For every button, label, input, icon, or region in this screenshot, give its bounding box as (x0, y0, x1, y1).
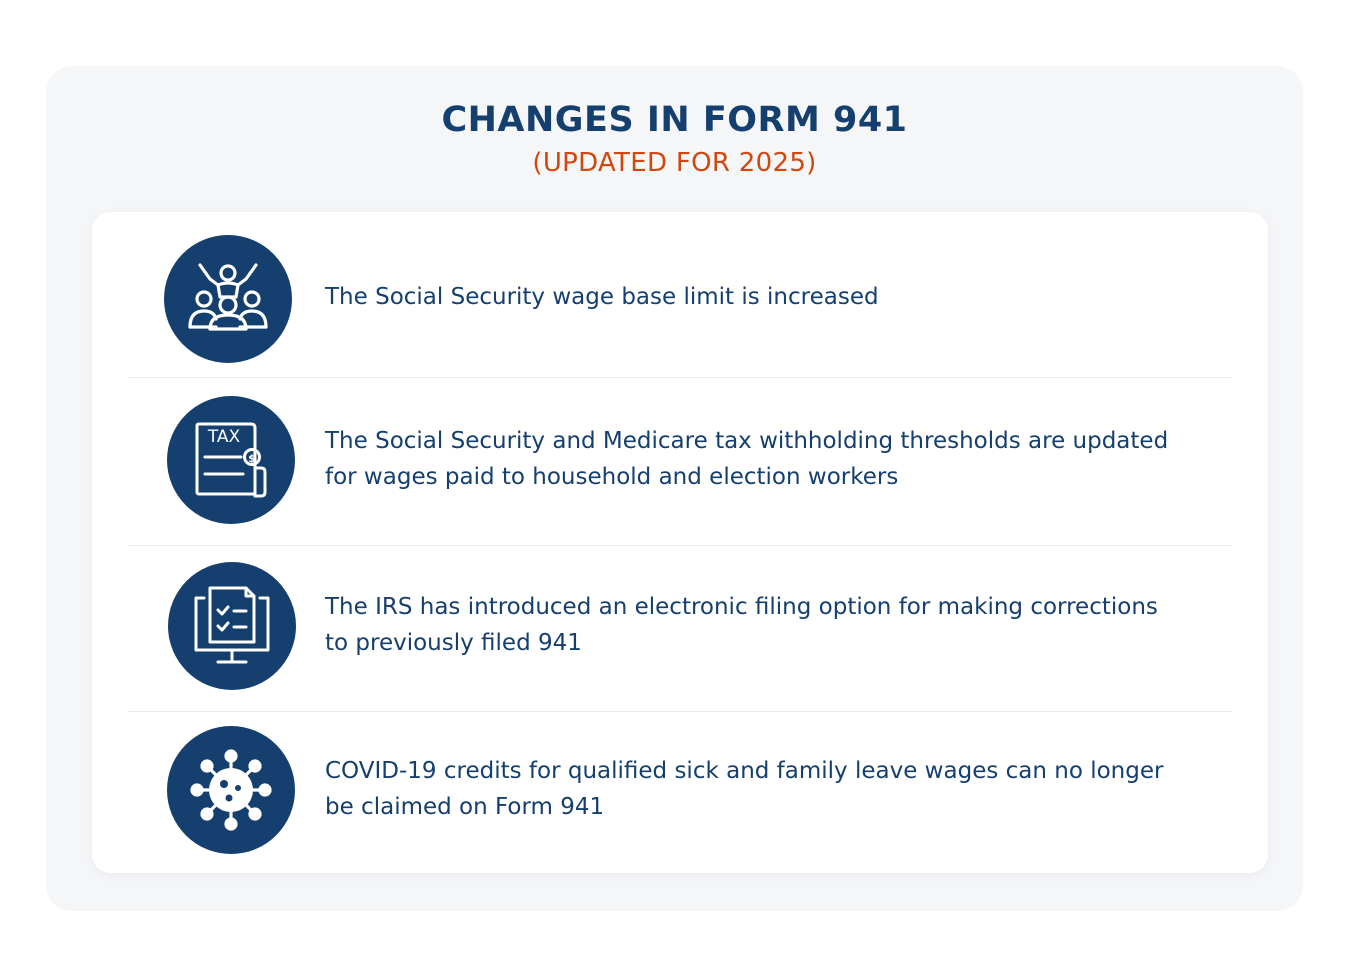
virus-icon (167, 726, 295, 854)
page-subtitle: (UPDATED FOR 2025) (532, 148, 817, 178)
row-divider (128, 545, 1232, 546)
row-divider (128, 711, 1232, 712)
tax-document-icon (167, 396, 295, 524)
changes-card (92, 212, 1268, 873)
change-text-3: The IRS has introduced an electronic filing option for making corrections to previously filed 941 (325, 594, 1158, 656)
dollar-icon-label: $ (248, 452, 256, 465)
people-celebrating-icon (164, 235, 292, 363)
page-title: CHANGES IN FORM 941 (441, 100, 908, 140)
change-text-4: COVID-19 credits for qualified sick and family leave wages can no longer be claimed on Form 941 (325, 758, 1164, 820)
change-text-1: The Social Security wage base limit is increased (325, 284, 879, 310)
infographic-panel (46, 66, 1303, 911)
row-divider (128, 377, 1232, 378)
monitor-checklist-icon (168, 562, 296, 690)
tax-icon-label: TAX (207, 427, 241, 447)
change-text-2: The Social Security and Medicare tax withholding thresholds are updated for wages paid to household and election workers (325, 428, 1169, 490)
